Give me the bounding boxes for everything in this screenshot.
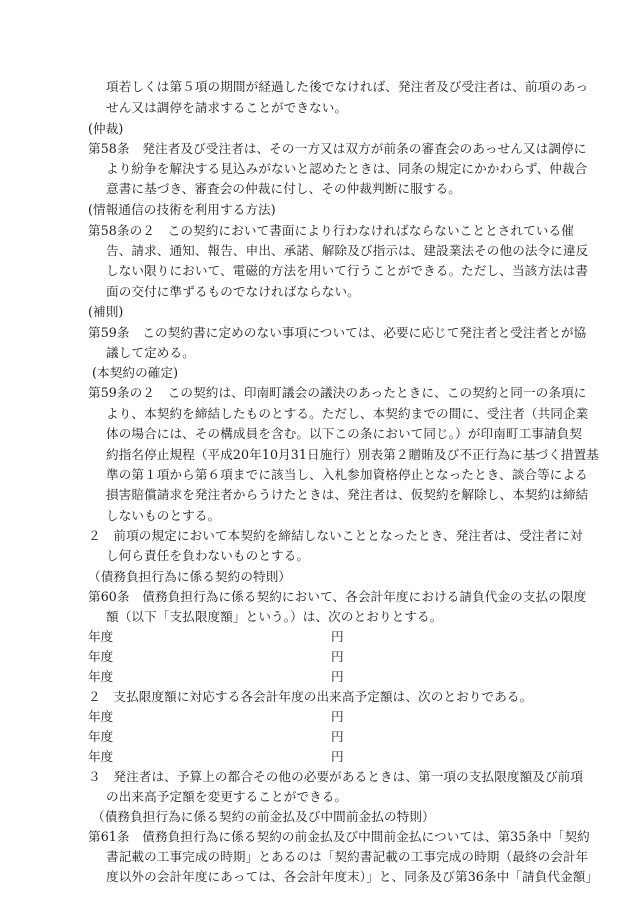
text-line: 約指名停止規程（平成20年10月31日施行）別表第２贈賄及び不正行為に基づく措置基 [106,447,599,462]
text-line: 第59条の２ この契約は、印南町議会の議決のあったときに、この契約と同一の条項に [88,385,587,400]
fiscal-year-label: 年度 [88,749,114,764]
text-line: 度以外の会計年度にあっては、各会計年度末）」と、同条及び第36条中「請負代金額」 [106,869,599,884]
text-line: 面の交付に準ずるものでなければならない。 [106,284,360,299]
text-line: 項若しくは第５項の期間が経過した後でなければ、発注者及び受注者は、前項のあっ [106,79,589,94]
yen-unit: 円 [331,749,344,764]
fiscal-year-label: 年度 [88,649,114,664]
text-line: の出来高予定額を変更することができる。 [106,789,348,804]
fiscal-year-label: 年度 [88,709,114,724]
yen-unit: 円 [331,729,344,744]
text-line: 第61条 債務負担行為に係る契約の前金払及び中間前金払については、第35条中「契約 [88,829,590,844]
article-heading: (補則) [88,304,124,319]
text-line: 第59条 この契約書に定めのない事項については、必要に応じて発注者と受注者とが協 [88,325,587,340]
text-line: 書記載の工事完成の時期」とあるのは「契約書記載の工事完成の時期（最終の会計年 [106,849,589,864]
text-line: 準の第１項から第６項までに該当し、入札参加資格停止となったとき、談合等による [106,467,588,482]
yen-unit: 円 [331,709,344,724]
text-line: より、本契約を締結したものとする。ただし、本契約までの間に、受注者（共同企業 [106,406,589,421]
text-line: 意書に基づき、審査会の仲裁に付し、その仲裁判断に服する。 [106,181,461,196]
text-line: 第58条 発注者及び受注者は、その一方又は双方が前条の審査会のあっせん又は調停に [88,141,587,156]
article-heading: (仲裁) [88,121,124,136]
text-line: 議して定める。 [106,345,195,360]
article-heading: (本契約の確定) [92,365,179,380]
text-line: し何ら責任を負わないものとする。 [106,548,310,563]
article-heading: （債務負担行為に係る契約の特則） [88,569,292,584]
yen-unit: 円 [331,629,344,644]
yen-unit: 円 [331,649,344,664]
text-line: 第60条 債務負担行為に係る契約において、各会計年度における請負代金の支払の限度 [88,589,587,604]
text-line: 額（以下「支払限度額」という。）は、次のとおりとする。 [106,609,443,624]
article-heading: （債務負担行為に係る契約の前金払及び中間前金払の特則） [92,809,435,824]
text-line: ２ 前項の規定において本契約を締結しないこととなったとき、発注者は、受注者に対 [88,528,583,543]
text-line: しないものとする。 [106,508,221,523]
yen-unit: 円 [331,669,344,684]
text-line: ２ 支払限度額に対応する各会計年度の出来高予定額は、次のとおりである。 [88,689,533,704]
fiscal-year-label: 年度 [88,629,114,644]
text-line: ３ 発注者は、予算上の都合その他の必要があるときは、第一項の支払限度額及び前項 [88,769,584,784]
text-line: しない限りにおいて、電磁的方法を用いて行うことができる。ただし、当該方法は書 [106,263,589,278]
fiscal-year-label: 年度 [88,729,114,744]
text-line: 損害賠償請求を発注者からうけたときは、発注者は、仮契約を解除し、本契約は締結 [106,487,589,502]
fiscal-year-label: 年度 [88,669,114,684]
text-line: より紛争を解決する見込みがないと認めたときは、同条の規定にかかわらず、仲裁合 [106,161,588,176]
text-line: 告、請求、通知、報告、申出、承諾、解除及び指示は、建設業法その他の法令に違反 [106,243,589,258]
text-line: 第58条の２ この契約において書面により行わなければならないこととされている催 [88,223,574,238]
text-line: せん又は調停を請求することができない。 [106,100,348,115]
text-line: 体の場合には、その構成員を含む。以下この条において同じ。）が印南町工事請負契 [106,426,583,441]
article-heading: (情報通信の技術を利用する方法) [88,202,276,217]
